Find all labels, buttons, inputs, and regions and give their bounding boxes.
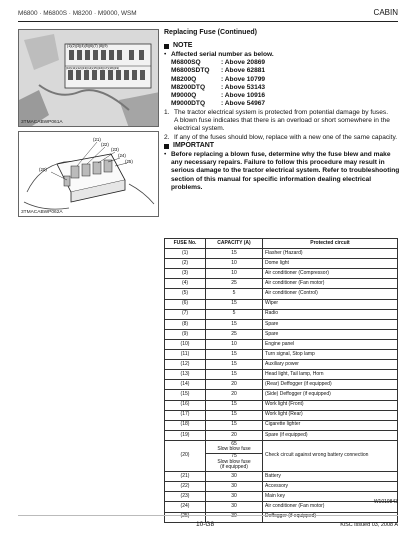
serial-model: M6800SQ (171, 58, 201, 66)
col-fuse-no: FUSE No. (165, 239, 206, 249)
cell-fuse: (21) (165, 472, 206, 482)
table-row (165, 420, 398, 430)
step-1-line-b: A blown fuse indicates that there is an overload or short somewhere in the electrical system. (174, 117, 390, 133)
cell-circuit: Head light, Tail lamp, Horn (263, 370, 398, 380)
table-row (165, 329, 398, 339)
cell-fuse: (24) (165, 502, 206, 512)
step-2 (164, 134, 400, 142)
cell-fuse: (14) (165, 380, 206, 390)
cell-fuse: (16) (165, 400, 206, 410)
cell-capacity: 20 (206, 380, 263, 390)
step-1-text (174, 109, 400, 134)
important-heading (164, 142, 400, 151)
table-row (165, 390, 398, 400)
serial-value: : Above 53143 (221, 83, 266, 91)
serial-model: M8200Q (171, 75, 197, 83)
cell-circuit: Main key (263, 492, 398, 502)
cell-circuit: Turn signal, Stop lamp (263, 350, 398, 360)
cell-circuit: Air conditioner (Fan motor) (263, 279, 398, 289)
table-body-row20 (165, 440, 398, 471)
manual-models: M6800 · M6800S · M8200 · M9000, WSM (18, 10, 137, 17)
fuse-labels-bottom: (10)(11)(12)(13)(14)(15)(16)(17)(18)(19) (66, 66, 120, 70)
cell-circuit: (Side) Deffogger (if equipped) (263, 390, 398, 400)
important-text: Before replacing a blown fuse, determine why the fuse blew and make any necessary repairs. Failure to follow this procedure may result in serious damage to the tractor electrical system. Refer to troubleshooting section of this manual for specific information dealing electrical problems. (171, 150, 400, 191)
cell-fuse: (15) (165, 390, 206, 400)
table-row (165, 370, 398, 380)
serial-model: M9000DTQ (171, 100, 206, 108)
col-circuit: Protected circuit (263, 239, 398, 249)
serial-model: M9000Q (171, 92, 197, 100)
fuse-table (164, 238, 398, 523)
cell-capacity: 15 (206, 249, 263, 259)
label-24: (24) (118, 153, 126, 158)
serial-model: M8200DTQ (171, 83, 206, 91)
note-bullet (164, 51, 400, 59)
figure-2-caption: 3TMACABWP062A (21, 210, 63, 215)
serial-list (171, 59, 400, 109)
table-row (165, 269, 398, 279)
important-bullet (164, 151, 400, 192)
cell-circuit: Battery (263, 472, 398, 482)
table-row (165, 360, 398, 370)
cell-fuse: (13) (165, 370, 206, 380)
cell-fuse: (3) (165, 269, 206, 279)
table-row (165, 472, 398, 482)
cell-capacity: 10 (206, 259, 263, 269)
serial-value: : Above 62881 (221, 67, 266, 75)
cell-circuit: Auxiliary power (263, 360, 398, 370)
table-row (165, 339, 398, 349)
cell-fuse: (19) (165, 430, 206, 440)
table-row (165, 350, 398, 360)
fuse-box-illustration (19, 30, 159, 127)
cell-circuit: Wiper (263, 299, 398, 309)
cell-circuit: Air conditioner (Fan motor) (263, 502, 398, 512)
cell-circuit: Cigarette lighter (263, 420, 398, 430)
cap-75: 75 (231, 453, 237, 460)
cap-65-note: Slow blow fuse (217, 446, 251, 453)
bullet-dot-icon: • (164, 50, 167, 58)
cap-75-note2: (if equipped) (220, 463, 248, 470)
cell-capacity: 15 (206, 350, 263, 360)
cell-capacity: 10 (206, 339, 263, 349)
section-title: CABIN (373, 8, 398, 17)
table-row (165, 502, 398, 512)
cell-circuit: Spare (263, 319, 398, 329)
cell-capacity: 15 (206, 360, 263, 370)
page-number: 10-G8 (196, 521, 215, 528)
cell-fuse: (8) (165, 319, 206, 329)
serial-value: : Above 10916 (221, 92, 266, 100)
table-row (165, 279, 398, 289)
step-2-text: If any of the fuses should blow, replace with a new one of the same capacity. (174, 133, 398, 141)
fuse-labels-top: (1)(2)(3)(4)(5)(6)(7) (8)(9) (67, 44, 108, 48)
serial-model: M6800SDTQ (171, 67, 210, 75)
cell-fuse: (6) (165, 299, 206, 309)
table-row (165, 319, 398, 329)
cell-capacity: 15 (206, 400, 263, 410)
table-row (165, 430, 398, 440)
cell-fuse: (12) (165, 360, 206, 370)
note-intro: Affected serial number as below. (171, 50, 274, 58)
cell-capacity: 15 (206, 299, 263, 309)
cell-capacity: 15 (206, 410, 263, 420)
table-header-row (165, 239, 398, 249)
cell-fuse: (11) (165, 350, 206, 360)
note-heading (164, 42, 400, 51)
serial-value: : Above 10799 (221, 75, 266, 83)
cell-circuit: Air conditioner (Control) (263, 289, 398, 299)
table-row (165, 400, 398, 410)
table-row (165, 380, 398, 390)
cell-fuse: (17) (165, 410, 206, 420)
cap-65: 65 (231, 440, 237, 447)
table-row (165, 289, 398, 299)
serial-row (171, 84, 400, 92)
cell-circuit: Flasher (Hazard) (263, 249, 398, 259)
cell-capacity: 15 (206, 420, 263, 430)
cell-circuit: Deffogger (if equipped) (263, 512, 398, 522)
step-1-number: 1. (164, 108, 170, 116)
cell-fuse: (1) (165, 249, 206, 259)
cap-75-note: Slow blow fuse (217, 458, 251, 465)
label-23: (23) (111, 147, 119, 152)
cell-circuit: Spare (if equipped) (263, 430, 398, 440)
footer-rule (18, 515, 398, 516)
cell-fuse: (22) (165, 482, 206, 492)
cell-circuit: Spare (263, 329, 398, 339)
cell-capacity-multi (206, 440, 263, 471)
serial-value: : Above 54967 (221, 100, 266, 108)
cell-capacity: 5 (206, 309, 263, 319)
cell-capacity: 20 (206, 430, 263, 440)
cell-capacity: 30 (206, 482, 263, 492)
step-2-number: 2. (164, 133, 170, 141)
table-row (165, 492, 398, 502)
cell-fuse: (4) (165, 279, 206, 289)
cell-fuse: (25) (165, 512, 206, 522)
cell-fuse: (20) (165, 440, 206, 471)
cell-circuit: Accessory (263, 482, 398, 492)
table-row (165, 309, 398, 319)
label-22: (22) (101, 142, 109, 147)
col-capacity: CAPACITY (A) (206, 239, 263, 249)
cell-capacity: 30 (206, 492, 263, 502)
bullet-dot-icon: • (164, 150, 167, 158)
serial-row (171, 76, 400, 84)
cell-fuse: (7) (165, 309, 206, 319)
cell-circuit: Dome light (263, 259, 398, 269)
cell-fuse: (10) (165, 339, 206, 349)
label-25: (25) (125, 159, 133, 164)
cell-circuit: (Rear) Deffogger (if equipped) (263, 380, 398, 390)
table-row (165, 440, 398, 471)
cell-circuit: Engine panel (263, 339, 398, 349)
table-row (165, 410, 398, 420)
cell-capacity: 15 (206, 370, 263, 380)
label-21: (21) (93, 137, 101, 142)
note-heading-label: NOTE (173, 41, 193, 49)
step-1 (164, 109, 400, 134)
page-title: Replacing Fuse (Continued) (164, 29, 257, 36)
cell-capacity: 20 (206, 390, 263, 400)
text-column (164, 29, 400, 192)
figure-1-caption: 3TMACABWP061A (21, 120, 63, 125)
doc-code: W1019843 (373, 499, 398, 505)
cell-capacity: 30 (206, 512, 263, 522)
header-rule (18, 21, 398, 22)
cell-capacity: 30 (206, 472, 263, 482)
cell-fuse: (23) (165, 492, 206, 502)
serial-row (171, 59, 400, 67)
cell-capacity: 5 (206, 289, 263, 299)
cell-fuse: (18) (165, 420, 206, 430)
serial-row (171, 67, 400, 75)
slow-blow-fuse-illustration (19, 132, 159, 217)
figure-slow-blow-fuses (18, 131, 159, 217)
serial-row (171, 92, 400, 100)
cell-circuit: Air conditioner (Compressor) (263, 269, 398, 279)
step-1-line: The tractor electrical system is protected from potential damage by fuses. (174, 108, 389, 116)
cell-circuit: Work light (Front) (263, 400, 398, 410)
cell-circuit: Work light (Rear) (263, 410, 398, 420)
cell-circuit: Check circuit against wrong battery connection (263, 440, 398, 471)
cell-fuse: (5) (165, 289, 206, 299)
important-heading-label: IMPORTANT (173, 141, 215, 149)
cell-capacity: 10 (206, 269, 263, 279)
square-bullet-icon (164, 144, 169, 149)
cell-capacity: 25 (206, 279, 263, 289)
square-bullet-icon (164, 44, 169, 49)
figure-fuse-box-photo (18, 29, 159, 127)
cell-circuit: Radio (263, 309, 398, 319)
label-20: (20) (39, 167, 47, 172)
table-row (165, 299, 398, 309)
table-row (165, 249, 398, 259)
table-body (165, 249, 398, 441)
cell-fuse: (9) (165, 329, 206, 339)
issue-info: KiSC issued 03, 2008 A (340, 522, 398, 528)
cell-capacity: 15 (206, 319, 263, 329)
serial-value: : Above 20869 (221, 58, 266, 66)
table-row (165, 259, 398, 269)
page-header (18, 8, 398, 20)
serial-row (171, 100, 400, 108)
cell-capacity: 25 (206, 329, 263, 339)
table-row (165, 482, 398, 492)
cell-fuse: (2) (165, 259, 206, 269)
cell-capacity: 30 (206, 502, 263, 512)
